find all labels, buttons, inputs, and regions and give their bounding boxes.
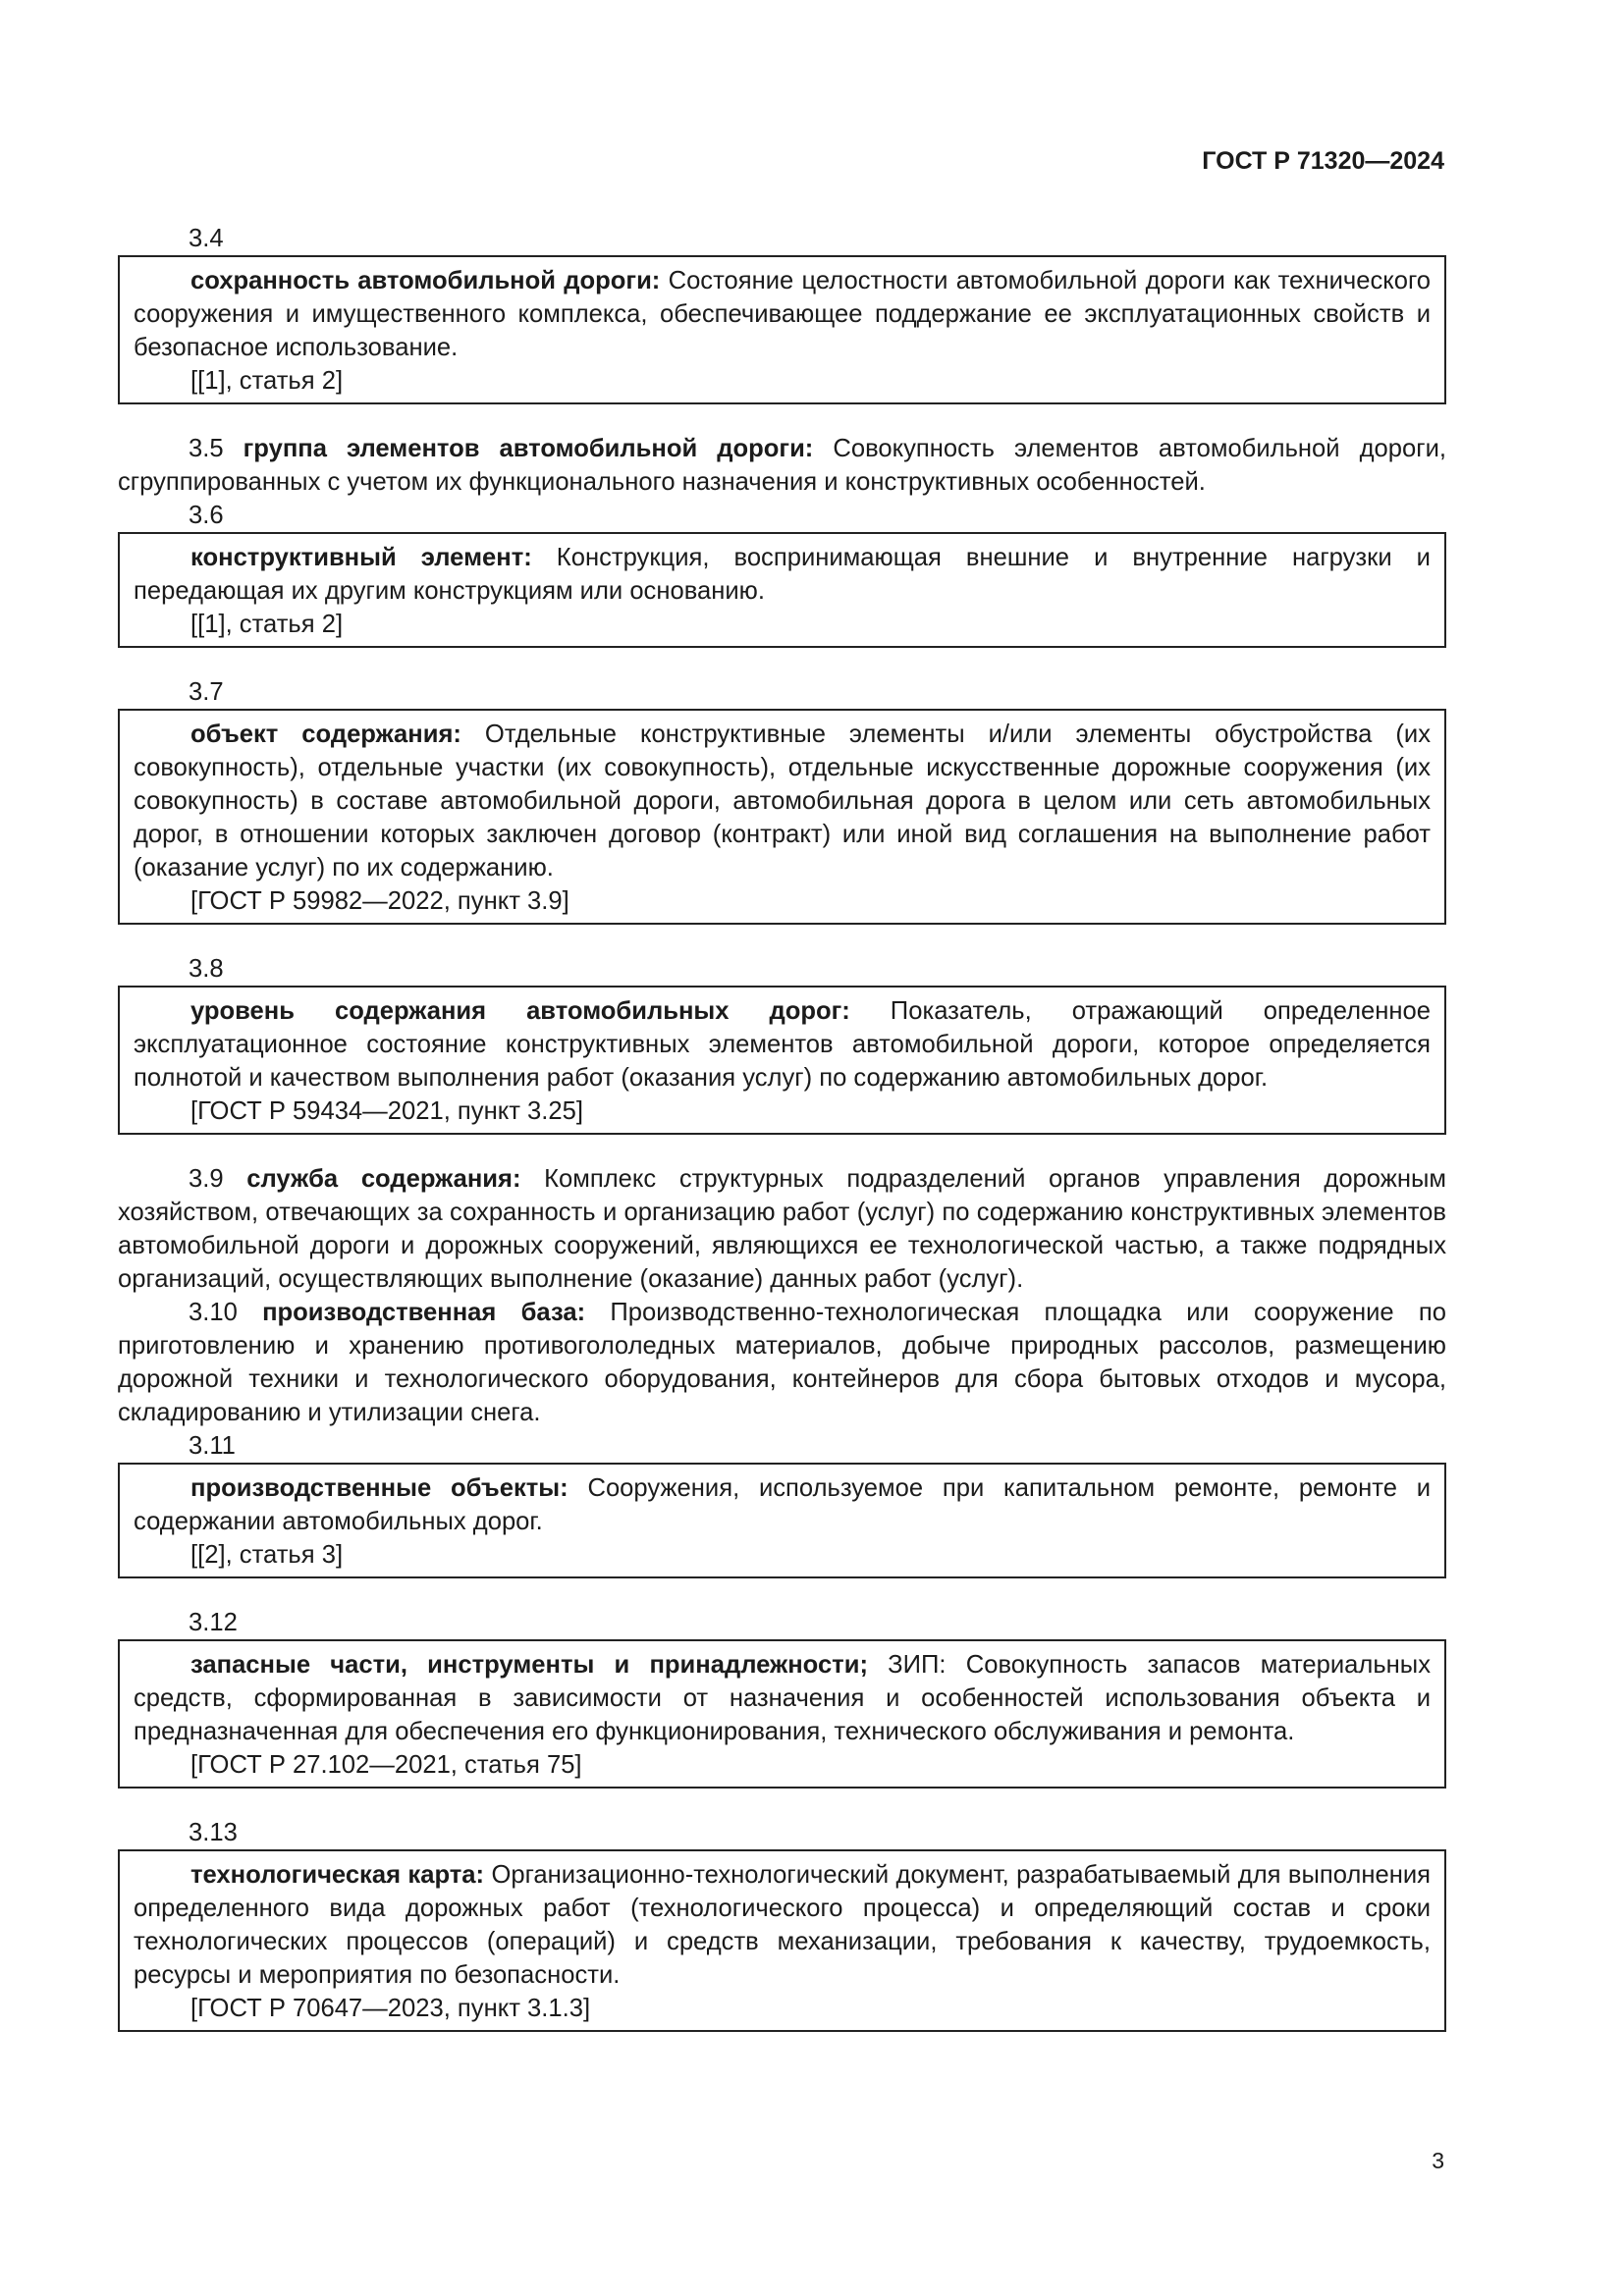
term-text: ЗИП: Совокупность запасов материальных средств, сформированная в зависимости от назначения и особенностей использования объекта и предназначенная для обеспечения его функционирования, технического обслуживания и ремонта. — [134, 1651, 1431, 1745]
term-text: Отдельные конструктивные элементы и/или элементы обустройства (их совокупность), отдельные участки (их совокупность), отдельные искусственные дорожные сооружения (их совокупность) в составе автомобильной дороги, автомобильная дорога в целом или сеть автомобильных дорог, в отношении которых заключен договор (контракт) или иной вид соглашения на выполнение работ (оказание услуг) по их содержанию. — [134, 721, 1431, 881]
term-number-3-12: 3.12 — [189, 1609, 238, 1636]
term-number-3-11: 3.11 — [189, 1432, 236, 1460]
term-title: технологическая карта: — [190, 1861, 485, 1889]
term-number: 3.5 — [189, 435, 224, 462]
term-box-3-11 — [118, 1463, 1446, 1578]
term-source: [ГОСТ Р 27.102—2021, статья 75] — [190, 1751, 582, 1779]
term-box-3-12 — [118, 1639, 1446, 1789]
term-number: 3.9 — [189, 1165, 224, 1193]
term-title: конструктивный элемент: — [190, 544, 532, 571]
term-number-3-13: 3.13 — [189, 1819, 238, 1846]
term-title: запасные части, инструменты и принадлежности; — [190, 1651, 868, 1679]
document-code: ГОСТ Р 71320—2024 — [1202, 147, 1444, 175]
term-3-5 — [118, 432, 1446, 499]
term-number-3-8: 3.8 — [189, 955, 224, 983]
term-definition — [134, 541, 1431, 608]
term-text: Конструкция, воспринимающая внешние и внутренние нагрузки и передающая их другим конструкциям или основанию. — [134, 544, 1431, 605]
term-text: Совокупность элементов автомобильной дороги, сгруппированных с учетом их функционального назначения и конструктивных особенностей. — [118, 435, 1446, 496]
term-definition — [134, 264, 1431, 364]
term-title: уровень содержания автомобильных дорог: — [190, 997, 850, 1025]
term-text: Производственно-технологическая площадка или сооружение по приготовлению и хранению противогололедных материалов, добыче природных рассолов, размещению дорожной техники и технологического оборудования, контейнеров для сбора бытовых отходов и мусора, складированию и утилизации снега. — [118, 1299, 1446, 1426]
term-definition — [134, 718, 1431, 884]
term-number-3-6: 3.6 — [189, 502, 224, 529]
term-title: сохранность автомобильной дороги: — [190, 267, 661, 294]
term-source: [ГОСТ Р 59434—2021, пункт 3.25] — [190, 1097, 583, 1125]
term-definition — [134, 1471, 1431, 1538]
term-title: служба содержания: — [246, 1165, 521, 1193]
term-source: [[1], статья 2] — [190, 611, 344, 638]
term-definition — [134, 994, 1431, 1095]
term-text: Состояние целостности автомобильной дороги как технического сооружения и имущественного комплекса, обеспечивающее поддержание ее эксплуатационных свойств и безопасное использование. — [134, 267, 1431, 361]
term-definition — [134, 1858, 1431, 1992]
term-box-3-8 — [118, 986, 1446, 1135]
term-box-3-13 — [118, 1849, 1446, 2032]
term-source: [ГОСТ Р 59982—2022, пункт 3.9] — [190, 887, 569, 915]
term-number: 3.10 — [189, 1299, 238, 1326]
term-text: Комплекс структурных подразделений органов управления дорожным хозяйством, отвечающих за сохранность и организацию работ (услуг) по содержанию конструктивных элементов автомобильной дороги и дорожных сооружений, являющихся ее технологической частью, а также подрядных организаций, осуществляющих выполнение (оказание) данных работ (услуг). — [118, 1165, 1446, 1293]
term-source: [ГОСТ Р 70647—2023, пункт 3.1.3] — [190, 1995, 591, 2022]
term-title: объект содержания: — [190, 721, 461, 748]
term-number-3-4: 3.4 — [189, 225, 224, 252]
term-text: Сооружения, используемое при капитальном ремонте, ремонте и содержании автомобильных дорог. — [134, 1474, 1431, 1535]
term-title: производственная база: — [262, 1299, 586, 1326]
term-title: группа элементов автомобильной дороги: — [243, 435, 814, 462]
terms-list — [118, 222, 1446, 2032]
term-3-10 — [118, 1296, 1446, 1429]
term-text: Организационно-технологический документ, разрабатываемый для выполнения определенного вида дорожных работ (технологического процесса) и определяющий состав и сроки технологических процессов (операций) и средств механизации, требования к качеству, трудоемкость, ресурсы и мероприятия по безопасности. — [134, 1861, 1431, 1989]
term-box-3-4 — [118, 255, 1446, 404]
term-source: [[1], статья 2] — [190, 367, 344, 395]
term-text: Показатель, отражающий определенное эксплуатационное состояние конструктивных элементов автомобильной дороги, которое определяется полнотой и качеством выполнения работ (оказания услуг) по содержанию автомобильных дорог. — [134, 997, 1431, 1092]
term-box-3-6 — [118, 532, 1446, 648]
term-source: [[2], статья 3] — [190, 1541, 344, 1569]
term-box-3-7 — [118, 709, 1446, 925]
term-title: производственные объекты: — [190, 1474, 568, 1502]
term-number-3-7: 3.7 — [189, 678, 224, 706]
term-3-9 — [118, 1162, 1446, 1296]
term-definition — [134, 1648, 1431, 1748]
page-number: 3 — [1432, 2148, 1444, 2173]
